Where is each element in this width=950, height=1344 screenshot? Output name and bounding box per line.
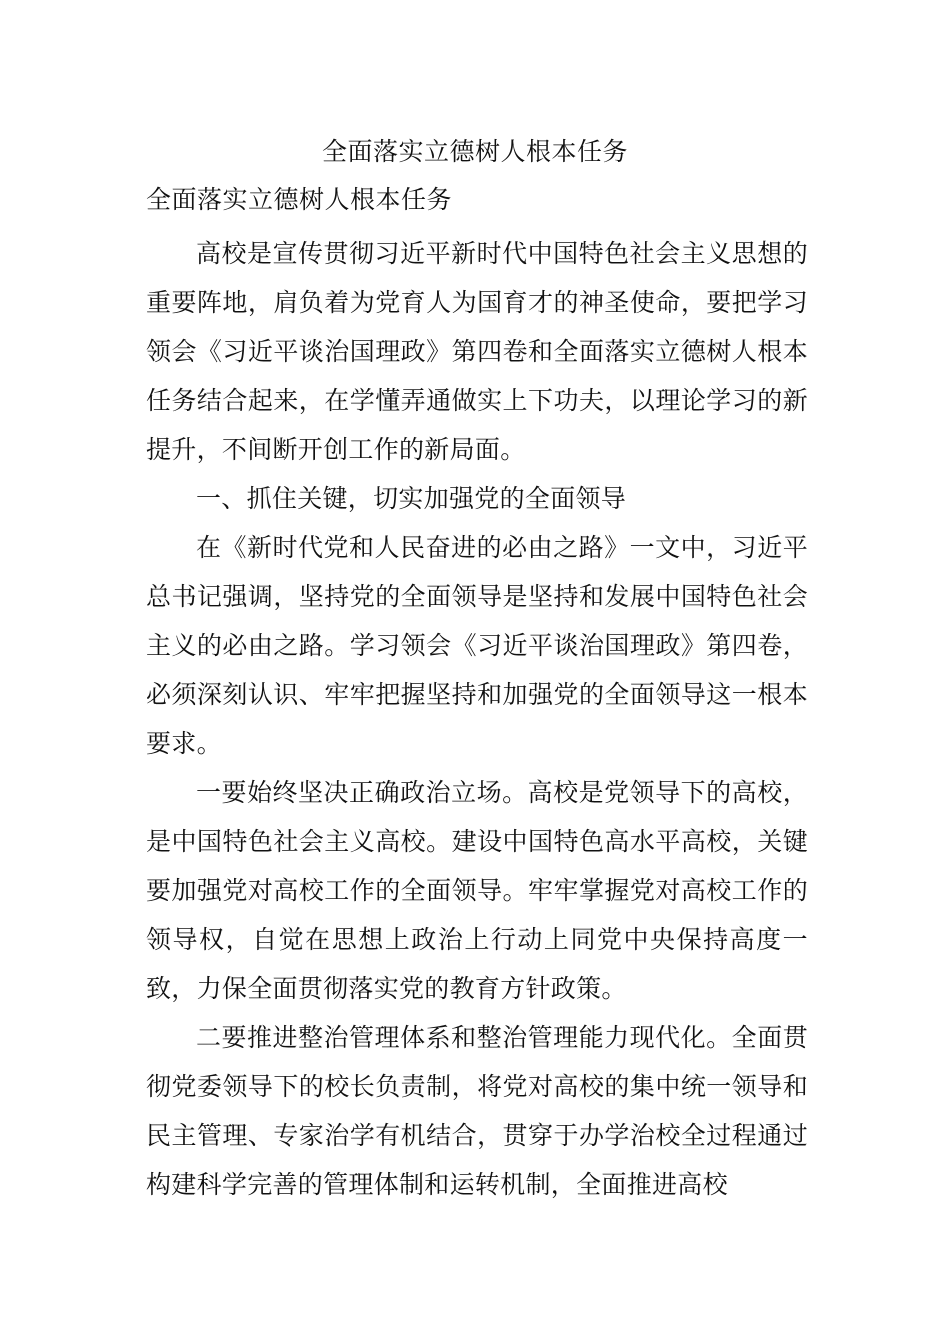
paragraph-leadership: 在《新时代党和人民奋进的必由之路》一文中，习近平总书记强调，坚持党的全面领导是坚持和发展中国特色社会主义的必由之路。学习领会《习近平谈治国理政》第四卷，必须深刻认识、牢牢把握坚持和加强党的全面领导这一根本要求。 xyxy=(146,533,808,758)
section-heading-1: 一、抓住关键，切实加强党的全面领导 xyxy=(196,484,627,513)
document-title: 全面落实立德树人根本任务 xyxy=(321,137,628,166)
document-body xyxy=(146,229,808,1209)
paragraph-governance: 二要推进整治管理体系和整治管理能力现代化。全面贯彻党委领导下的校长负责制，将党对高校的集中统一领导和民主管理、专家治学有机结合，贯穿于办学治校全过程通过构建科学完善的管理体制和运转机制，全面推进高校 xyxy=(146,1023,808,1199)
paragraph-political-stance: 一要始终坚决正确政治立场。高校是党领导下的高校，是中国特色社会主义高校。建设中国特色高水平高校，关键要加强党对高校工作的全面领导。牢牢掌握党对高校工作的领导权，自觉在思想上政治上行动上同党中央保持高度一致，力保全面贯彻落实党的教育方针政策。 xyxy=(146,778,808,1003)
paragraph-intro: 高校是宣传贯彻习近平新时代中国特色社会主义思想的重要阵地，肩负着为党育人为国育才的神圣使命，要把学习领会《习近平谈治国理政》第四卷和全面落实立德树人根本任务结合起来，在学懂弄通做实上下功夫，以理论学习的新提升，不间断开创工作的新局面。 xyxy=(146,239,808,464)
document-subtitle: 全面落实立德树人根本任务 xyxy=(146,185,453,214)
